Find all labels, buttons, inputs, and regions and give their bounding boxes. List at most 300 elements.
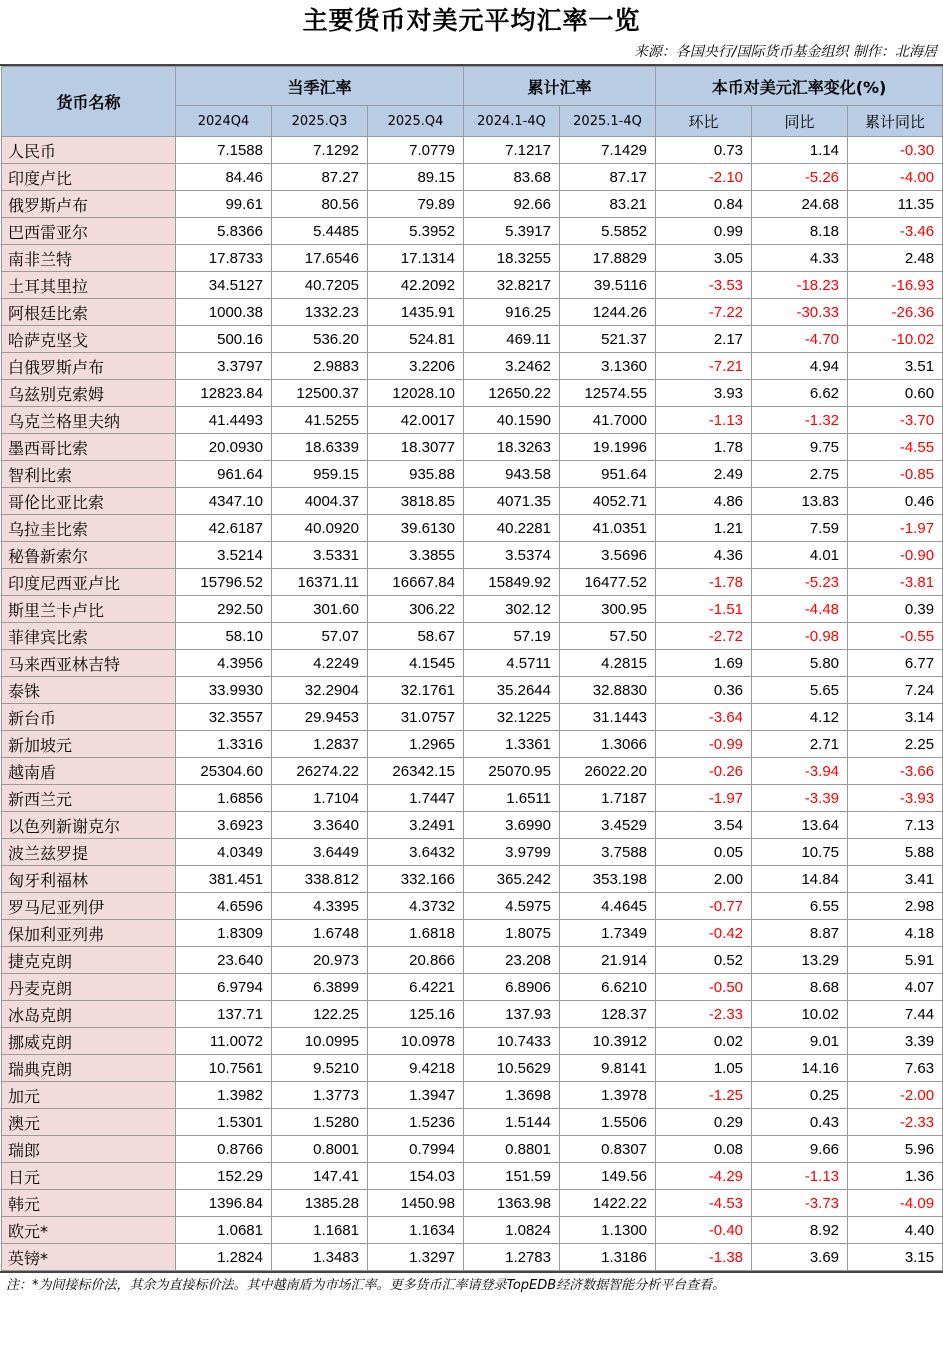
cum-yoy-change-cell: 5.91: [848, 947, 943, 974]
table-row: [2, 1001, 943, 1028]
yoy-change-cell: -1.32: [752, 407, 848, 434]
rate-2024q4-cell: 33.9930: [176, 677, 272, 704]
yoy-change-cell: -1.13: [752, 1163, 848, 1190]
rate-2025q4-cell: 12028.10: [368, 380, 464, 407]
qoq-change-cell: 0.99: [656, 218, 752, 245]
rate-2025q3-cell: 87.27: [272, 164, 368, 191]
currency-name-cell: 匈牙利福林: [2, 866, 176, 893]
rate-2024q4-cell: 381.451: [176, 866, 272, 893]
rate-2025q3-cell: 1.2837: [272, 731, 368, 758]
yoy-change-cell: 8.68: [752, 974, 848, 1001]
cum-2025-cell: 10.3912: [560, 1028, 656, 1055]
cum-2025-cell: 521.37: [560, 326, 656, 353]
cum-yoy-change-cell: 2.25: [848, 731, 943, 758]
table-row: [2, 137, 943, 164]
cum-2024-cell: 32.8217: [464, 272, 560, 299]
rate-2025q4-cell: 3.2206: [368, 353, 464, 380]
rate-2025q3-cell: 20.973: [272, 947, 368, 974]
rate-2024q4-cell: 11.0072: [176, 1028, 272, 1055]
rate-2025q4-cell: 3.3855: [368, 542, 464, 569]
yoy-change-cell: -4.70: [752, 326, 848, 353]
yoy-change-cell: 2.75: [752, 461, 848, 488]
rate-2024q4-cell: 1396.84: [176, 1190, 272, 1217]
rate-2025q3-cell: 959.15: [272, 461, 368, 488]
subheader-yoy: 同比: [752, 106, 848, 137]
currency-name-cell: 捷克克朗: [2, 947, 176, 974]
cum-2025-cell: 41.7000: [560, 407, 656, 434]
table-row: [2, 947, 943, 974]
rate-2024q4-cell: 58.10: [176, 623, 272, 650]
cum-2025-cell: 1.3066: [560, 731, 656, 758]
rate-2024q4-cell: 1.6856: [176, 785, 272, 812]
rate-2024q4-cell: 1.0681: [176, 1217, 272, 1244]
rate-2024q4-cell: 32.3557: [176, 704, 272, 731]
qoq-change-cell: 2.00: [656, 866, 752, 893]
rate-2025q3-cell: 9.5210: [272, 1055, 368, 1082]
rate-2024q4-cell: 152.29: [176, 1163, 272, 1190]
table-row: [2, 488, 943, 515]
rate-2025q3-cell: 5.4485: [272, 218, 368, 245]
cum-yoy-change-cell: 3.39: [848, 1028, 943, 1055]
currency-name-cell: 智利比索: [2, 461, 176, 488]
cum-2025-cell: 1244.26: [560, 299, 656, 326]
table-row: [2, 245, 943, 272]
table-row: [2, 650, 943, 677]
rate-2024q4-cell: 0.8766: [176, 1136, 272, 1163]
table-row: [2, 380, 943, 407]
cum-2024-cell: 18.3255: [464, 245, 560, 272]
qoq-change-cell: -3.64: [656, 704, 752, 731]
rate-2025q3-cell: 57.07: [272, 623, 368, 650]
rate-2025q4-cell: 42.0017: [368, 407, 464, 434]
rate-2025q3-cell: 4004.37: [272, 488, 368, 515]
cum-2025-cell: 4052.71: [560, 488, 656, 515]
rate-2025q3-cell: 338.812: [272, 866, 368, 893]
qoq-change-cell: 4.36: [656, 542, 752, 569]
yoy-change-cell: 4.01: [752, 542, 848, 569]
currency-name-cell: 瑞典克朗: [2, 1055, 176, 1082]
header-currency-name: 货币名称: [2, 67, 176, 137]
cum-yoy-change-cell: -1.97: [848, 515, 943, 542]
yoy-change-cell: 13.64: [752, 812, 848, 839]
rate-2024q4-cell: 1000.38: [176, 299, 272, 326]
cum-2024-cell: 1363.98: [464, 1190, 560, 1217]
qoq-change-cell: 0.02: [656, 1028, 752, 1055]
cum-yoy-change-cell: -4.55: [848, 434, 943, 461]
cum-2024-cell: 4.5711: [464, 650, 560, 677]
yoy-change-cell: 4.94: [752, 353, 848, 380]
rate-2025q4-cell: 89.15: [368, 164, 464, 191]
cum-yoy-change-cell: -0.90: [848, 542, 943, 569]
rate-2025q4-cell: 17.1314: [368, 245, 464, 272]
qoq-change-cell: 3.05: [656, 245, 752, 272]
currency-name-cell: 乌拉圭比索: [2, 515, 176, 542]
rate-2025q4-cell: 9.4218: [368, 1055, 464, 1082]
cum-2024-cell: 151.59: [464, 1163, 560, 1190]
subheader-2025-cum: 2025.1-4Q: [560, 106, 656, 137]
cum-2024-cell: 0.8801: [464, 1136, 560, 1163]
cum-yoy-change-cell: -4.09: [848, 1190, 943, 1217]
rate-2025q3-cell: 3.3640: [272, 812, 368, 839]
cum-yoy-change-cell: -2.33: [848, 1109, 943, 1136]
cum-2024-cell: 137.93: [464, 1001, 560, 1028]
yoy-change-cell: 6.62: [752, 380, 848, 407]
yoy-change-cell: 4.12: [752, 704, 848, 731]
table-row: [2, 839, 943, 866]
cum-yoy-change-cell: -3.66: [848, 758, 943, 785]
rate-2024q4-cell: 1.8309: [176, 920, 272, 947]
qoq-change-cell: -2.10: [656, 164, 752, 191]
table-row: [2, 326, 943, 353]
rate-2025q4-cell: 3.6432: [368, 839, 464, 866]
currency-name-cell: 印度尼西亚卢比: [2, 569, 176, 596]
yoy-change-cell: 13.83: [752, 488, 848, 515]
cum-2025-cell: 300.95: [560, 596, 656, 623]
cum-2024-cell: 35.2644: [464, 677, 560, 704]
cum-2025-cell: 3.1360: [560, 353, 656, 380]
table-row: [2, 1028, 943, 1055]
table-row: [2, 1163, 943, 1190]
yoy-change-cell: -30.33: [752, 299, 848, 326]
cum-yoy-change-cell: -10.02: [848, 326, 943, 353]
yoy-change-cell: 24.68: [752, 191, 848, 218]
qoq-change-cell: -4.29: [656, 1163, 752, 1190]
rate-2024q4-cell: 15796.52: [176, 569, 272, 596]
rate-2024q4-cell: 500.16: [176, 326, 272, 353]
cum-2024-cell: 1.6511: [464, 785, 560, 812]
rate-2025q4-cell: 58.67: [368, 623, 464, 650]
cum-2024-cell: 57.19: [464, 623, 560, 650]
table-row: [2, 272, 943, 299]
yoy-change-cell: 5.65: [752, 677, 848, 704]
table-row: [2, 731, 943, 758]
table-row: [2, 596, 943, 623]
cum-2024-cell: 302.12: [464, 596, 560, 623]
currency-name-cell: 白俄罗斯卢布: [2, 353, 176, 380]
cum-2024-cell: 32.1225: [464, 704, 560, 731]
rate-2024q4-cell: 12823.84: [176, 380, 272, 407]
subheader-qoq: 环比: [656, 106, 752, 137]
rate-2024q4-cell: 961.64: [176, 461, 272, 488]
rate-2025q4-cell: 18.3077: [368, 434, 464, 461]
table-row: [2, 1217, 943, 1244]
rate-2025q3-cell: 1.3773: [272, 1082, 368, 1109]
rate-2025q3-cell: 26274.22: [272, 758, 368, 785]
rate-2025q3-cell: 3.5331: [272, 542, 368, 569]
qoq-change-cell: -7.21: [656, 353, 752, 380]
cum-2025-cell: 1.1300: [560, 1217, 656, 1244]
subheader-2024-cum: 2024.1-4Q: [464, 106, 560, 137]
cum-yoy-change-cell: 4.18: [848, 920, 943, 947]
qoq-change-cell: -2.33: [656, 1001, 752, 1028]
subheader-2025q4: 2025.Q4: [368, 106, 464, 137]
table-row: [2, 1055, 943, 1082]
cum-2025-cell: 4.2815: [560, 650, 656, 677]
currency-name-cell: 欧元*: [2, 1217, 176, 1244]
rate-2025q3-cell: 17.6546: [272, 245, 368, 272]
rate-2024q4-cell: 3.6923: [176, 812, 272, 839]
rate-2024q4-cell: 84.46: [176, 164, 272, 191]
rate-2024q4-cell: 1.2824: [176, 1244, 272, 1271]
cum-2024-cell: 83.68: [464, 164, 560, 191]
cum-2024-cell: 23.208: [464, 947, 560, 974]
table-row: [2, 812, 943, 839]
rate-2024q4-cell: 34.5127: [176, 272, 272, 299]
rate-2024q4-cell: 1.5301: [176, 1109, 272, 1136]
rate-2024q4-cell: 1.3982: [176, 1082, 272, 1109]
currency-name-cell: 英镑*: [2, 1244, 176, 1271]
cum-2024-cell: 10.5629: [464, 1055, 560, 1082]
rate-2024q4-cell: 5.8366: [176, 218, 272, 245]
currency-name-cell: 挪威克朗: [2, 1028, 176, 1055]
qoq-change-cell: -1.25: [656, 1082, 752, 1109]
table-row: [2, 542, 943, 569]
currency-name-cell: 印度卢比: [2, 164, 176, 191]
rate-2025q4-cell: 26342.15: [368, 758, 464, 785]
rate-2024q4-cell: 99.61: [176, 191, 272, 218]
cum-2025-cell: 1.3978: [560, 1082, 656, 1109]
currency-name-cell: 新加坡元: [2, 731, 176, 758]
rate-2025q4-cell: 4.1545: [368, 650, 464, 677]
subheader-cum-yoy: 累计同比: [848, 106, 943, 137]
cum-yoy-change-cell: 0.60: [848, 380, 943, 407]
cum-yoy-change-cell: 11.35: [848, 191, 943, 218]
rate-2025q3-cell: 40.7205: [272, 272, 368, 299]
cum-2024-cell: 365.242: [464, 866, 560, 893]
table-row: [2, 1109, 943, 1136]
currency-name-cell: 哥伦比亚比索: [2, 488, 176, 515]
rate-2025q4-cell: 1450.98: [368, 1190, 464, 1217]
cum-2024-cell: 1.3361: [464, 731, 560, 758]
cum-2024-cell: 40.1590: [464, 407, 560, 434]
yoy-change-cell: 14.84: [752, 866, 848, 893]
table-row: [2, 1136, 943, 1163]
subheader-2024q4: 2024Q4: [176, 106, 272, 137]
currency-name-cell: 新台币: [2, 704, 176, 731]
currency-name-cell: 菲律宾比索: [2, 623, 176, 650]
table-row: [2, 218, 943, 245]
cum-2025-cell: 17.8829: [560, 245, 656, 272]
rate-2024q4-cell: 4347.10: [176, 488, 272, 515]
rate-2025q3-cell: 18.6339: [272, 434, 368, 461]
rate-2025q3-cell: 1.3483: [272, 1244, 368, 1271]
rate-2025q3-cell: 1.1681: [272, 1217, 368, 1244]
rate-2025q3-cell: 122.25: [272, 1001, 368, 1028]
cum-2024-cell: 7.1217: [464, 137, 560, 164]
cum-2024-cell: 3.6990: [464, 812, 560, 839]
cum-2024-cell: 10.7433: [464, 1028, 560, 1055]
qoq-change-cell: 0.08: [656, 1136, 752, 1163]
cum-2024-cell: 3.2462: [464, 353, 560, 380]
cum-2025-cell: 31.1443: [560, 704, 656, 731]
cum-yoy-change-cell: -3.93: [848, 785, 943, 812]
currency-name-cell: 乌克兰格里夫纳: [2, 407, 176, 434]
cum-2025-cell: 353.198: [560, 866, 656, 893]
cum-2025-cell: 26022.20: [560, 758, 656, 785]
currency-name-cell: 以色列新谢克尔: [2, 812, 176, 839]
table-row: [2, 893, 943, 920]
header-quarter-rate: 当季汇率: [176, 67, 464, 106]
cum-2025-cell: 1.7187: [560, 785, 656, 812]
rate-2025q4-cell: 0.7994: [368, 1136, 464, 1163]
cum-2025-cell: 1.3186: [560, 1244, 656, 1271]
table-row: [2, 866, 943, 893]
qoq-change-cell: -3.53: [656, 272, 752, 299]
currency-name-cell: 乌兹别克索姆: [2, 380, 176, 407]
rate-2025q4-cell: 154.03: [368, 1163, 464, 1190]
cum-yoy-change-cell: -16.93: [848, 272, 943, 299]
rate-2024q4-cell: 17.8733: [176, 245, 272, 272]
cum-yoy-change-cell: 5.88: [848, 839, 943, 866]
cum-yoy-change-cell: -0.30: [848, 137, 943, 164]
table-body: [2, 137, 943, 1271]
qoq-change-cell: -0.42: [656, 920, 752, 947]
qoq-change-cell: 1.69: [656, 650, 752, 677]
rate-2025q4-cell: 1.7447: [368, 785, 464, 812]
cum-yoy-change-cell: 4.07: [848, 974, 943, 1001]
cum-yoy-change-cell: 1.36: [848, 1163, 943, 1190]
currency-name-cell: 南非兰特: [2, 245, 176, 272]
rate-2025q3-cell: 16371.11: [272, 569, 368, 596]
yoy-change-cell: 14.16: [752, 1055, 848, 1082]
cum-2025-cell: 0.8307: [560, 1136, 656, 1163]
cum-2024-cell: 4.5975: [464, 893, 560, 920]
yoy-change-cell: -0.98: [752, 623, 848, 650]
rate-2025q3-cell: 1332.23: [272, 299, 368, 326]
table-row: [2, 1082, 943, 1109]
rate-2025q4-cell: 6.4221: [368, 974, 464, 1001]
exchange-rate-table: [1, 66, 943, 1271]
table-row: [2, 164, 943, 191]
rate-2025q4-cell: 1.5236: [368, 1109, 464, 1136]
rate-2025q4-cell: 1.2965: [368, 731, 464, 758]
rate-2024q4-cell: 3.3797: [176, 353, 272, 380]
cum-yoy-change-cell: 3.14: [848, 704, 943, 731]
qoq-change-cell: -1.13: [656, 407, 752, 434]
table-row: [2, 785, 943, 812]
yoy-change-cell: 7.59: [752, 515, 848, 542]
currency-name-cell: 俄罗斯卢布: [2, 191, 176, 218]
qoq-change-cell: -7.22: [656, 299, 752, 326]
qoq-change-cell: 0.73: [656, 137, 752, 164]
currency-name-cell: 秘鲁新索尔: [2, 542, 176, 569]
currency-name-cell: 新西兰元: [2, 785, 176, 812]
yoy-change-cell: -3.94: [752, 758, 848, 785]
cum-2025-cell: 3.5696: [560, 542, 656, 569]
rate-2025q4-cell: 31.0757: [368, 704, 464, 731]
rate-2024q4-cell: 41.4493: [176, 407, 272, 434]
cum-yoy-change-cell: 5.96: [848, 1136, 943, 1163]
yoy-change-cell: 0.25: [752, 1082, 848, 1109]
rate-2024q4-cell: 4.3956: [176, 650, 272, 677]
cum-2025-cell: 87.17: [560, 164, 656, 191]
cum-yoy-change-cell: -0.55: [848, 623, 943, 650]
rate-2025q4-cell: 32.1761: [368, 677, 464, 704]
cum-yoy-change-cell: 2.48: [848, 245, 943, 272]
cum-yoy-change-cell: -3.81: [848, 569, 943, 596]
qoq-change-cell: -4.53: [656, 1190, 752, 1217]
rate-2025q4-cell: 42.2092: [368, 272, 464, 299]
currency-name-cell: 土耳其里拉: [2, 272, 176, 299]
currency-name-cell: 罗马尼亚列伊: [2, 893, 176, 920]
yoy-change-cell: 9.01: [752, 1028, 848, 1055]
header-cumulative-rate: 累计汇率: [464, 67, 656, 106]
cum-2025-cell: 1.5506: [560, 1109, 656, 1136]
rate-2025q4-cell: 39.6130: [368, 515, 464, 542]
qoq-change-cell: -0.50: [656, 974, 752, 1001]
cum-yoy-change-cell: -3.70: [848, 407, 943, 434]
cum-yoy-change-cell: 0.39: [848, 596, 943, 623]
rate-2024q4-cell: 20.0930: [176, 434, 272, 461]
rate-2025q3-cell: 40.0920: [272, 515, 368, 542]
qoq-change-cell: 0.05: [656, 839, 752, 866]
currency-name-cell: 巴西雷亚尔: [2, 218, 176, 245]
rate-2025q3-cell: 3.6449: [272, 839, 368, 866]
cum-yoy-change-cell: 7.13: [848, 812, 943, 839]
cum-yoy-change-cell: 2.98: [848, 893, 943, 920]
table-row: [2, 623, 943, 650]
yoy-change-cell: -18.23: [752, 272, 848, 299]
rate-2025q4-cell: 306.22: [368, 596, 464, 623]
cum-yoy-change-cell: 3.41: [848, 866, 943, 893]
cum-yoy-change-cell: 3.51: [848, 353, 943, 380]
qoq-change-cell: -2.72: [656, 623, 752, 650]
page-title: 主要货币对美元平均汇率一览: [302, 6, 641, 35]
rate-2025q3-cell: 536.20: [272, 326, 368, 353]
rate-2025q3-cell: 80.56: [272, 191, 368, 218]
rate-2025q4-cell: 3818.85: [368, 488, 464, 515]
table-row: [2, 920, 943, 947]
header-rate-change: 本币对美元汇率变化(%): [656, 67, 943, 106]
currency-name-cell: 斯里兰卡卢比: [2, 596, 176, 623]
table-row: [2, 569, 943, 596]
yoy-change-cell: 8.87: [752, 920, 848, 947]
yoy-change-cell: -5.23: [752, 569, 848, 596]
cum-2025-cell: 32.8830: [560, 677, 656, 704]
rate-2025q4-cell: 79.89: [368, 191, 464, 218]
currency-name-cell: 日元: [2, 1163, 176, 1190]
qoq-change-cell: -0.77: [656, 893, 752, 920]
currency-name-cell: 瑞郎: [2, 1136, 176, 1163]
currency-name-cell: 韩元: [2, 1190, 176, 1217]
rate-2025q4-cell: 935.88: [368, 461, 464, 488]
qoq-change-cell: 0.36: [656, 677, 752, 704]
cum-2025-cell: 21.914: [560, 947, 656, 974]
rate-2024q4-cell: 10.7561: [176, 1055, 272, 1082]
qoq-change-cell: 0.52: [656, 947, 752, 974]
cum-yoy-change-cell: -0.85: [848, 461, 943, 488]
yoy-change-cell: 10.75: [752, 839, 848, 866]
qoq-change-cell: -1.51: [656, 596, 752, 623]
cum-2024-cell: 1.8075: [464, 920, 560, 947]
qoq-change-cell: 0.84: [656, 191, 752, 218]
table-row: [2, 407, 943, 434]
cum-2025-cell: 7.1429: [560, 137, 656, 164]
cum-2025-cell: 128.37: [560, 1001, 656, 1028]
rate-2025q4-cell: 5.3952: [368, 218, 464, 245]
cum-2024-cell: 40.2281: [464, 515, 560, 542]
cum-2024-cell: 1.0824: [464, 1217, 560, 1244]
cum-2025-cell: 16477.52: [560, 569, 656, 596]
cum-2024-cell: 12650.22: [464, 380, 560, 407]
table-row: [2, 1190, 943, 1217]
rate-2025q4-cell: 1.6818: [368, 920, 464, 947]
cum-2024-cell: 3.9799: [464, 839, 560, 866]
cum-2024-cell: 6.8906: [464, 974, 560, 1001]
rate-2025q3-cell: 2.9883: [272, 353, 368, 380]
cum-2024-cell: 916.25: [464, 299, 560, 326]
rate-2024q4-cell: 1.3316: [176, 731, 272, 758]
